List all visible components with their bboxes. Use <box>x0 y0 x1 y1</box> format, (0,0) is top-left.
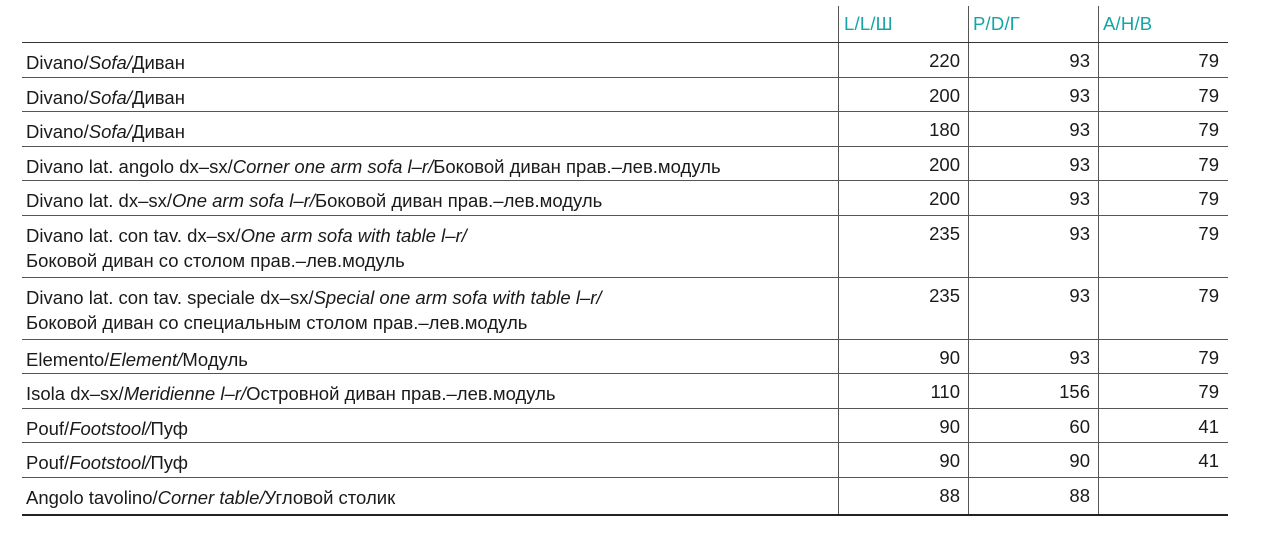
item-name: Divano/Sofa/Диван <box>26 52 185 73</box>
length-value: 110 <box>930 381 960 403</box>
item-name: Divano lat. dx–sx/One arm sofa l–r/Боковой диван прав.–лев.модуль <box>26 190 603 212</box>
column-divider <box>838 6 839 42</box>
length-value: 90 <box>939 415 960 437</box>
depth-value: 88 <box>1069 484 1090 506</box>
table-row <box>22 43 1228 78</box>
header-depth: P/D/Г <box>973 13 1020 34</box>
table-row <box>22 374 1228 409</box>
length-value: 90 <box>939 450 960 472</box>
length-value: 235 <box>929 284 960 306</box>
item-name: Pouf/Footstool/Пуф <box>26 417 189 439</box>
depth-value: 93 <box>1069 222 1090 244</box>
column-divider <box>968 6 969 42</box>
height-value <box>1098 485 1219 514</box>
depth-value: 93 <box>1069 188 1090 210</box>
item-name: Divano/Sofa/Диван <box>26 86 185 108</box>
height-value: 79 <box>1198 188 1219 210</box>
length-value: 200 <box>929 84 960 106</box>
height-value: 79 <box>1198 222 1219 244</box>
length-value: 220 <box>929 50 960 71</box>
depth-value: 93 <box>1069 84 1090 106</box>
depth-value: 60 <box>1069 415 1090 437</box>
dimensions-table <box>22 0 1228 516</box>
column-divider <box>1098 6 1099 42</box>
height-value: 79 <box>1198 50 1219 71</box>
item-name: Divano lat. con tav. speciale dx–sx/Special one arm sofa with table l–r/ Боковой диван со специальным столом прав.–лев.модуль <box>26 286 602 333</box>
table-row <box>22 409 1228 444</box>
depth-value: 93 <box>1069 346 1090 368</box>
depth-value: 156 <box>1059 381 1090 403</box>
item-name: Divano lat. con tav. dx–sx/One arm sofa with table l–r/ Боковой диван со столом прав.–лев.модуль <box>26 224 467 271</box>
table-row <box>22 216 1228 278</box>
table-row <box>22 340 1228 375</box>
length-value: 88 <box>939 484 960 506</box>
table-header <box>22 0 1228 42</box>
table-row <box>22 278 1228 340</box>
height-value: 41 <box>1198 415 1219 437</box>
depth-value: 93 <box>1069 50 1090 71</box>
height-value: 79 <box>1198 284 1219 306</box>
depth-value: 93 <box>1069 153 1090 175</box>
depth-value: 93 <box>1069 119 1090 141</box>
table-row <box>22 478 1228 516</box>
length-value: 235 <box>929 222 960 244</box>
height-value: 79 <box>1198 381 1219 403</box>
height-value: 79 <box>1198 119 1219 141</box>
length-value: 200 <box>929 188 960 210</box>
length-value: 180 <box>929 119 960 141</box>
table-row <box>22 112 1228 147</box>
item-name: Angolo tavolino/Corner table/Угловой столик <box>26 486 396 508</box>
table-row <box>22 78 1228 113</box>
item-name: Divano/Sofa/Диван <box>26 121 185 143</box>
item-name: Divano lat. angolo dx–sx/Corner one arm sofa l–r/Боковой диван прав.–лев.модуль <box>26 155 721 177</box>
depth-value: 90 <box>1069 450 1090 472</box>
item-name: Pouf/Footstool/Пуф <box>26 452 189 474</box>
table-row <box>22 443 1228 478</box>
depth-value: 93 <box>1069 284 1090 306</box>
table-row <box>22 181 1228 216</box>
item-name: Isola dx–sx/Meridienne l–r/Островной диван прав.–лев.модуль <box>26 383 556 405</box>
height-value: 79 <box>1198 153 1219 175</box>
header-height: A/H/B <box>1103 13 1153 34</box>
height-value: 41 <box>1198 450 1219 472</box>
height-value: 79 <box>1198 84 1219 106</box>
item-name: Elemento/Element/Модуль <box>26 348 248 370</box>
height-value: 79 <box>1198 346 1219 368</box>
table-row <box>22 147 1228 182</box>
length-value: 200 <box>929 153 960 175</box>
length-value: 90 <box>939 346 960 368</box>
header-length: L/L/Ш <box>844 13 893 34</box>
